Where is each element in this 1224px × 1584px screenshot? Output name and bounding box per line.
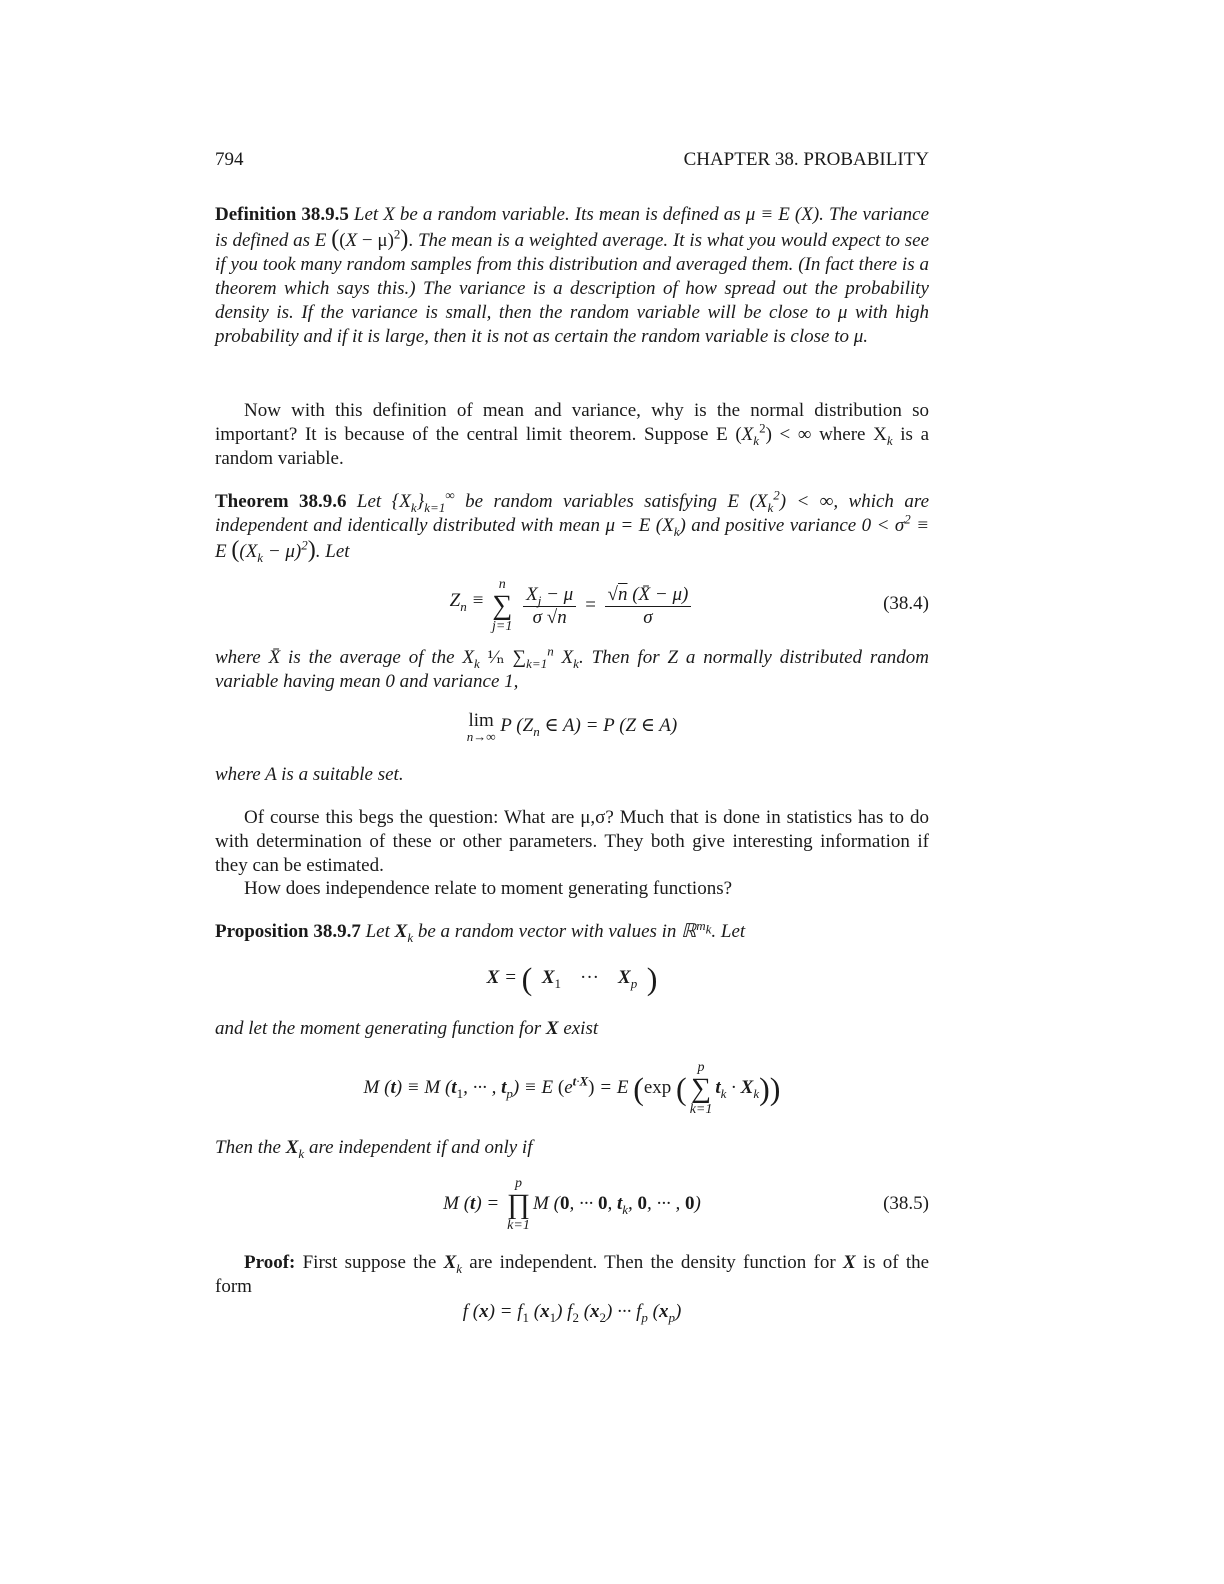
paragraph-text-1: Now with this definition of mean and variance, why is the normal distribution so important? It is because of the central limit theorem. Suppose E: [215, 400, 929, 445]
proposition-label: Proposition 38.9.7: [215, 921, 361, 942]
proposition-text-5: exist: [563, 1018, 599, 1039]
page-number: 794: [215, 149, 244, 170]
proof-label: Proof:: [244, 1252, 296, 1273]
paragraph-question: How does independence relate to moment generating functions?: [244, 878, 733, 899]
proof-text-3: is of the form: [215, 1252, 930, 1297]
theorem-text-2: < ∞, which are independent and identically distributed with mean μ = E (X: [215, 491, 930, 536]
proposition-text-4: and let the moment generating function for: [215, 1018, 542, 1039]
theorem-after-1: where X̄ is the average of the X: [215, 647, 475, 668]
paragraph-text-2: < ∞ where X: [779, 424, 887, 445]
theorem-after-3: where A is a suitable set.: [215, 764, 404, 785]
equation-number-38-5: (38.5): [883, 1193, 929, 1214]
equation-38-5: M (t) = p ∏ k=1M (0, ··· 0, $t_k$, 0, ··· , 0) (38.5): [443, 1175, 929, 1233]
definition-label: Definition 38.9.5: [215, 204, 349, 225]
density-equation: f $(x) = f_1$ $(x_1)$ $f_2$ $(x_2)$ ··· $f_p$ $(x_p)$: [462, 1301, 682, 1325]
paragraph-formula: $(X_k^2)$: [735, 420, 772, 448]
proof-text-2: are independent. Then the density function for: [469, 1252, 836, 1273]
proposition-condition: Then the $X_k$ are independent if and only if: [215, 1137, 533, 1161]
paragraph-parameters: Of course this begs the question: What are μ,σ? Much that is done in statistics has to do with determination of these or other parameters. They both give interesting information if they can be estimated.: [215, 807, 929, 876]
paragraph-central-limit: Now with this definition of mean and variance, why is the normal distribution so important? It is because of the central limit theorem. Suppose E $(X_k^2)$ < ∞ where $X_k$ is a random variable.: [215, 400, 930, 469]
page: [215, 0, 929, 1584]
variance-formula: $((X - \mu)^2)$.: [331, 226, 414, 252]
definition-text-1: Let X be a random variable. Its mean is defined as μ ≡ E (X). The variance is defined as E: [215, 204, 929, 251]
theorem-38-9-6: Theorem 38.9.6 Let $\{X_k\}_{k=1}^\infty$ be random variables satisfying E $(X_k^2)$ < ∞, which are independent and identically distributed with mean μ = E $(X_k)$ and positive variance $0 < \sigma^2 \equiv E$ $((X_k - \mu)^2)$. Let: [215, 487, 930, 565]
paragraph-text-3: is a random variable.: [215, 424, 930, 469]
theorem-text-5: Let: [325, 541, 350, 562]
page-header: [215, 148, 929, 172]
theorem-continuation: where X̄ is the average of the $X_k$ ¹⁄ₙ $\sum_{k=1}^n$ $X_k$. Then for Z a normally distributed random variable having mean 0 and variance 1,: [215, 643, 929, 692]
theorem-text-1: be random variables satisfying E: [465, 491, 740, 512]
equation-number-38-4: (38.4): [883, 593, 929, 614]
proposition-text-6: Then the: [215, 1137, 281, 1158]
proposition-text-1: Let: [365, 921, 390, 942]
proposition-38-9-7: Proposition 38.9.7 Let $X_k$ be a random vector with values in ℝ$^{m_k}$. Let: [215, 917, 746, 945]
definition-text-2: The mean is a weighted average. It is what you would expect to see if you took many random samples from this distribution and averaged them. (In fact there is a theorem which says this.) The variance is a description of how spread out the probability density is. If the variance is small, then the random variable will be close to μ with high probability and if it is large, then it is not as certain the random variable is close to μ.: [215, 230, 930, 347]
theorem-text-4: ≡: [916, 515, 930, 536]
mgf-equation: M (t) ≡ M ($t_1$, ··· , $t_p) \equiv E$ $(e^{t\cdot X}) = E$ (exp (p ∑ $k=1t_k \cdot X_k$)): [363, 1059, 781, 1117]
definition-38-9-5: [215, 203, 929, 349]
proposition-mgf-line: and let the moment generating function for X exist: [215, 1018, 599, 1039]
theorem-text-3: ) and positive variance 0 < σ: [679, 515, 905, 536]
limit-equation: lim n→∞ P ($Z_n$ ∈ A) = P (Z ∈ A): [466, 710, 678, 744]
theorem-after-2: Then for Z a normally distributed random variable having mean 0 and variance 1,: [215, 647, 929, 692]
vector-equation: X = ( $X_1$ ··· $X_p$ ): [486, 960, 658, 997]
proof: Proof: First suppose the $X_k$ are independent. Then the density function for X is of the form: [215, 1252, 930, 1297]
proposition-text-2: be a random vector with values in ℝ: [417, 921, 697, 942]
proposition-text-3: Let: [720, 921, 746, 942]
equation-38-4: $Z_n \equiv n$ ∑ j=1 $\frac{X_j - \mu}{\sigma √n}$ = $\frac{√n (X̄ - \mu)}{\sigma}$ (38.4): [449, 577, 929, 634]
proposition-text-7: are independent if and only if: [308, 1137, 533, 1158]
proof-text-1: First suppose the: [302, 1252, 437, 1273]
theorem-label: Theorem 38.9.6: [215, 491, 347, 512]
running-head: CHAPTER 38. PROBABILITY: [683, 149, 929, 170]
